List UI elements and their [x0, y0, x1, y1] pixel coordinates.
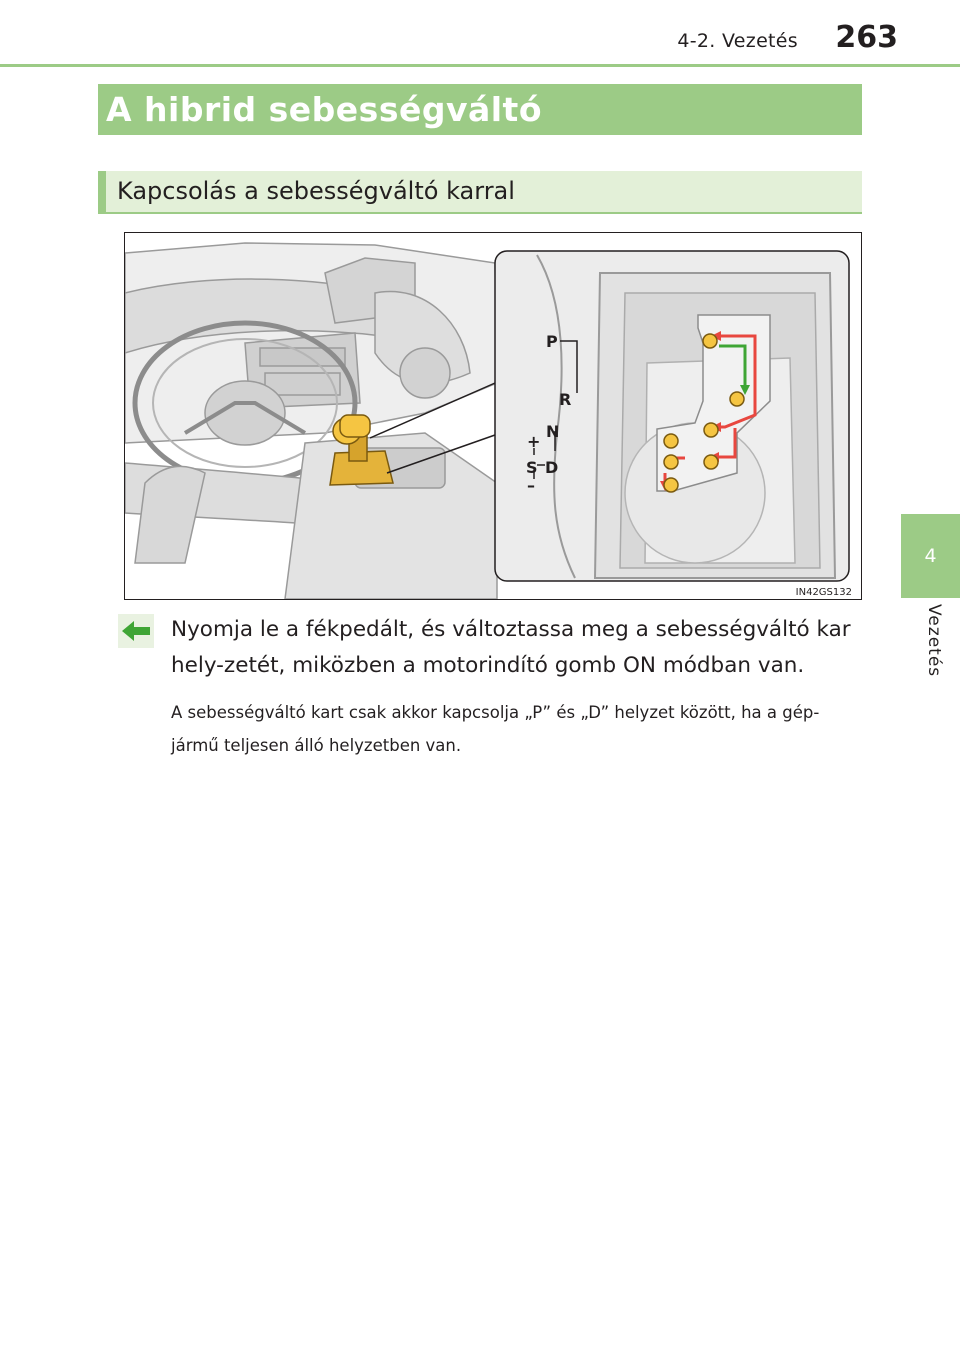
- gate-label-plus: +: [527, 432, 541, 451]
- gate-label-d: D: [545, 458, 559, 477]
- gate-label-minus: –: [527, 476, 535, 495]
- shift-lever-illustration: [124, 232, 862, 600]
- gate-label-r: R: [559, 390, 572, 409]
- subsection-title: Kapcsolás a sebességváltó karral: [98, 171, 862, 214]
- page-number: 263: [835, 20, 898, 55]
- gate-label-n: N: [546, 422, 560, 441]
- instruction-text: Nyomja le a fékpedált, és változtassa meg a sebességváltó kar hely-zetét, miközben a motorindító gomb ON módban van.: [171, 617, 851, 678]
- figure-code: IN42GS132: [795, 587, 852, 598]
- running-header-section: 4-2. Vezetés: [677, 30, 798, 52]
- chapter-tab: [901, 514, 960, 598]
- gate-label-p: P: [546, 332, 558, 351]
- step-marker: [118, 614, 154, 648]
- instruction-note: A sebességváltó kart csak akkor kapcsolja „P” és „D” helyzet között, ha a gép-jármű teljesen álló helyzetben van.: [171, 703, 820, 755]
- header-rule: [0, 64, 960, 67]
- chapter-label: Vezetés: [924, 604, 944, 678]
- chapter-number: 4: [924, 545, 937, 567]
- back-arrow-icon: [118, 614, 154, 648]
- section-title: A hibrid sebességváltó: [98, 84, 862, 135]
- gate-label-s: S: [526, 458, 538, 477]
